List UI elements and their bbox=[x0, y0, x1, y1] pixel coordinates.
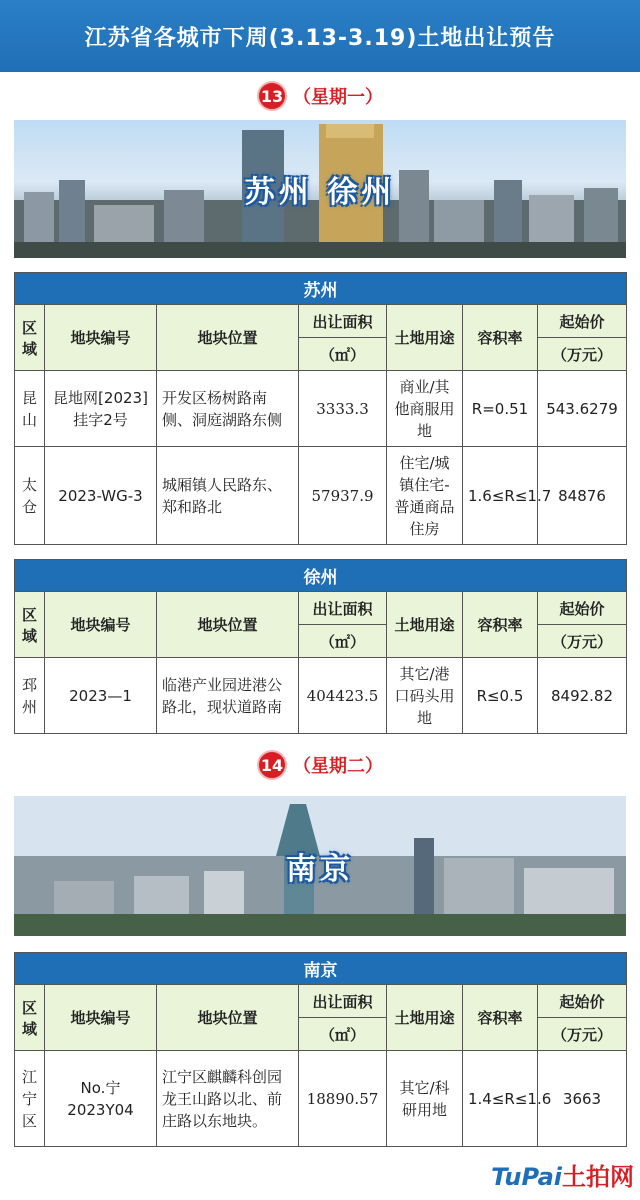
col-location: 地块位置 bbox=[157, 305, 299, 371]
col-price-unit: （万元） bbox=[538, 625, 627, 658]
day-weekday-label: （星期二） bbox=[293, 756, 383, 777]
cell-far: 1.6≤R≤1.7 bbox=[463, 447, 538, 545]
col-price: 起始价 bbox=[538, 305, 627, 338]
land-table-nanjing bbox=[14, 952, 627, 1147]
col-price: 起始价 bbox=[538, 985, 627, 1018]
banner-city-names: 南京 bbox=[286, 852, 354, 887]
cell-location: 江宁区麒麟科创园龙王山路以北、前庄路以东地块。 bbox=[157, 1051, 299, 1147]
cell-area: 3333.3 bbox=[299, 371, 387, 447]
day-number-badge: 13 bbox=[257, 81, 287, 111]
col-region: 区域 bbox=[15, 305, 45, 371]
table-row bbox=[15, 447, 627, 545]
cell-area: 57937.9 bbox=[299, 447, 387, 545]
brand-latin: TuPai bbox=[491, 1163, 562, 1191]
col-use: 土地用途 bbox=[387, 305, 463, 371]
col-far: 容积率 bbox=[463, 592, 538, 658]
col-far: 容积率 bbox=[463, 985, 538, 1051]
brand-watermark-logo bbox=[491, 1157, 634, 1192]
banner-city-names: 苏州 徐州 bbox=[244, 175, 396, 210]
col-location: 地块位置 bbox=[157, 592, 299, 658]
col-area: 出让面积 bbox=[299, 592, 387, 625]
cell-location: 城厢镇人民路东、郑和路北 bbox=[157, 447, 299, 545]
cell-price: 543.6279 bbox=[538, 371, 627, 447]
cell-far: R≤0.5 bbox=[463, 658, 538, 734]
col-area-unit: （㎡） bbox=[299, 338, 387, 371]
cell-code: 昆地网[2023]挂字2号 bbox=[45, 371, 157, 447]
land-table-suzhou bbox=[14, 272, 627, 545]
col-price-unit: （万元） bbox=[538, 1018, 627, 1051]
page-title: 江苏省各城市下周(3.13-3.19)土地出让预告 bbox=[0, 0, 640, 72]
cell-area: 404423.5 bbox=[299, 658, 387, 734]
cell-far: 1.4≤R≤1.6 bbox=[463, 1051, 538, 1147]
table-city-title: 南京 bbox=[15, 953, 627, 985]
land-table-xuzhou bbox=[14, 559, 627, 734]
cell-region: 太仓 bbox=[15, 447, 45, 545]
col-use: 土地用途 bbox=[387, 592, 463, 658]
col-location: 地块位置 bbox=[157, 985, 299, 1051]
day-number-badge: 14 bbox=[257, 750, 287, 780]
cell-far: R=0.51 bbox=[463, 371, 538, 447]
col-area-unit: （㎡） bbox=[299, 625, 387, 658]
col-use: 土地用途 bbox=[387, 985, 463, 1051]
col-code: 地块编号 bbox=[45, 985, 157, 1051]
cell-price: 84876 bbox=[538, 447, 627, 545]
col-area: 出让面积 bbox=[299, 985, 387, 1018]
col-region: 区域 bbox=[15, 592, 45, 658]
col-code: 地块编号 bbox=[45, 592, 157, 658]
day-marker-13 bbox=[0, 72, 640, 120]
cell-use: 商业/其他商服用地 bbox=[387, 371, 463, 447]
cell-price: 8492.82 bbox=[538, 658, 627, 734]
cell-price: 3663 bbox=[538, 1051, 627, 1147]
cell-area: 18890.57 bbox=[299, 1051, 387, 1147]
cell-use: 其它/港口码头用地 bbox=[387, 658, 463, 734]
table-row bbox=[15, 1051, 627, 1147]
day-weekday-label: （星期一） bbox=[293, 87, 383, 108]
brand-cn: 土拍网 bbox=[562, 1163, 634, 1191]
col-region: 区域 bbox=[15, 985, 45, 1051]
col-code: 地块编号 bbox=[45, 305, 157, 371]
cell-location: 开发区杨树路南侧、洞庭湖路东侧 bbox=[157, 371, 299, 447]
cell-location: 临港产业园进港公路北，现状道路南 bbox=[157, 658, 299, 734]
col-area: 出让面积 bbox=[299, 305, 387, 338]
cell-code: 2023-WG-3 bbox=[45, 447, 157, 545]
table-city-title: 苏州 bbox=[15, 273, 627, 305]
table-city-title: 徐州 bbox=[15, 560, 627, 592]
col-area-unit: （㎡） bbox=[299, 1018, 387, 1051]
cell-use: 住宅/城镇住宅-普通商品住房 bbox=[387, 447, 463, 545]
day-marker-14 bbox=[0, 734, 640, 796]
table-row bbox=[15, 371, 627, 447]
city-banner-suzhou-xuzhou bbox=[14, 120, 626, 258]
cell-code: No.宁2023Y04 bbox=[45, 1051, 157, 1147]
table-row bbox=[15, 658, 627, 734]
cell-region: 江宁区 bbox=[15, 1051, 45, 1147]
col-price: 起始价 bbox=[538, 592, 627, 625]
cell-code: 2023—1 bbox=[45, 658, 157, 734]
col-price-unit: （万元） bbox=[538, 338, 627, 371]
city-banner-nanjing bbox=[14, 796, 626, 936]
cell-region: 邳州 bbox=[15, 658, 45, 734]
col-far: 容积率 bbox=[463, 305, 538, 371]
cell-use: 其它/科研用地 bbox=[387, 1051, 463, 1147]
cell-region: 昆山 bbox=[15, 371, 45, 447]
